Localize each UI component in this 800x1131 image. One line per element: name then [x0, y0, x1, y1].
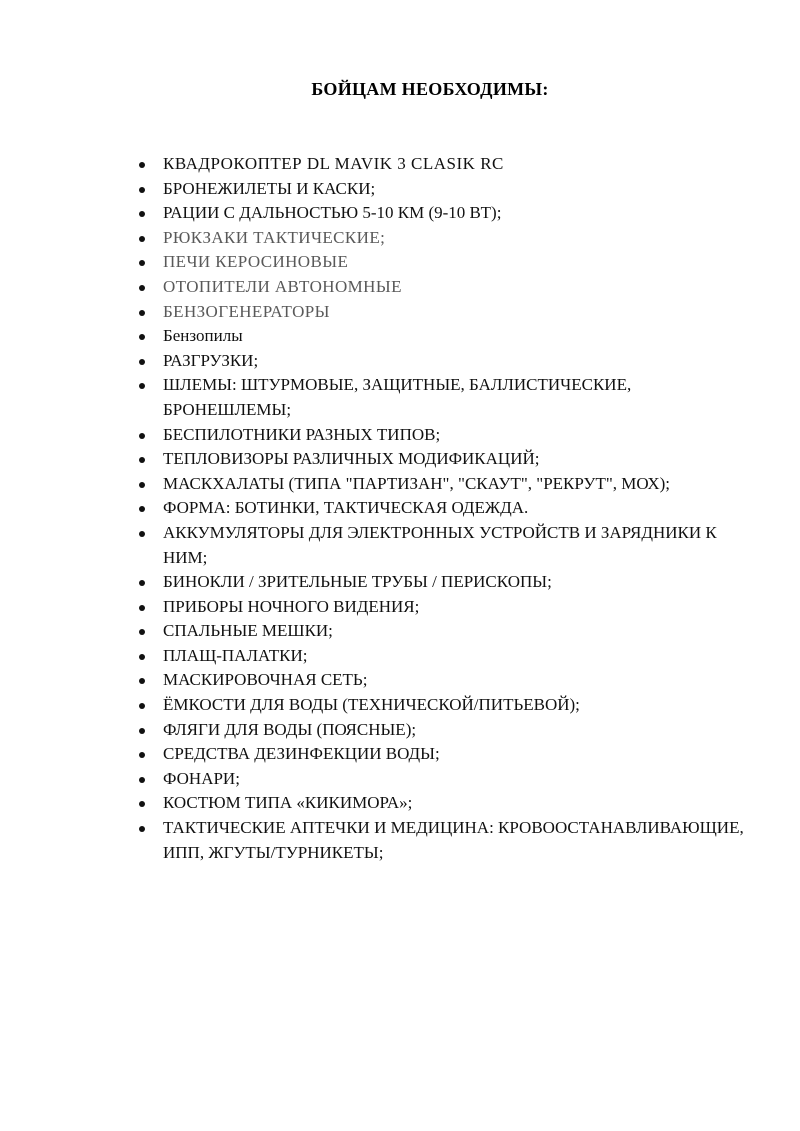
list-item	[136, 275, 756, 300]
list-item-text: ТАКТИЧЕСКИЕ АПТЕЧКИ И МЕДИЦИНА: КРОВООСТАНАВЛИВАЮЩИЕ, ИПП, ЖГУТЫ/ТУРНИКЕТЫ;	[163, 818, 744, 862]
list-item-text: БЕСПИЛОТНИКИ РАЗНЫХ ТИПОВ;	[163, 424, 441, 444]
list-item	[136, 226, 756, 251]
list-item-text: СПАЛЬНЫЕ МЕШКИ;	[163, 621, 333, 641]
list-item-text: ШЛЕМЫ: ШТУРМОВЫЕ, ЗАЩИТНЫЕ, БАЛЛИСТИЧЕСКИЕ, БРОНЕШЛЕМЫ;	[163, 375, 632, 419]
list-item-text: РАЦИИ С ДАЛЬНОСТЬЮ 5-10 КМ (9-10 ВТ);	[163, 203, 502, 223]
list-item	[136, 767, 756, 792]
list-item-text: РЮКЗАКИ ТАКТИЧЕСКИЕ;	[163, 227, 386, 247]
list-item-text: ТЕПЛОВИЗОРЫ РАЗЛИЧНЫХ МОДИФИКАЦИЙ;	[163, 449, 540, 469]
list-item-text: ФЛЯГИ ДЛЯ ВОДЫ (ПОЯСНЫЕ);	[163, 719, 417, 739]
bullet-icon	[139, 506, 145, 512]
list-item-text: МАСКХАЛАТЫ (ТИПА "ПАРТИЗАН", "СКАУТ", "РЕКРУТ", МОХ);	[163, 473, 670, 493]
list-item	[136, 373, 756, 422]
bullet-icon	[139, 285, 145, 291]
list-item	[136, 619, 756, 644]
bullet-icon	[139, 531, 145, 537]
list-item-text: ПРИБОРЫ НОЧНОГО ВИДЕНИЯ;	[163, 596, 420, 616]
bullet-icon	[139, 703, 145, 709]
list-item	[136, 472, 756, 497]
list-item-text: Бензопилы	[163, 326, 243, 346]
list-item	[136, 447, 756, 472]
list-item-text: РАЗГРУЗКИ;	[163, 350, 259, 370]
list-item-text: МАСКИРОВОЧНАЯ СЕТЬ;	[163, 670, 368, 690]
bullet-icon	[139, 777, 145, 783]
bullet-icon	[139, 801, 145, 807]
bullet-icon	[139, 236, 145, 242]
list-item	[136, 300, 756, 325]
list-item	[136, 742, 756, 767]
bullet-icon	[139, 580, 145, 586]
list-item-text: ПЛАЩ-ПАЛАТКИ;	[163, 645, 308, 665]
bullet-icon	[139, 433, 145, 439]
list-item	[136, 324, 756, 349]
page-title: БОЙЦАМ НЕОБХОДИМЫ:	[311, 79, 549, 99]
bullet-icon	[139, 187, 145, 193]
bullet-icon	[139, 334, 145, 340]
bullet-icon	[139, 728, 145, 734]
bullet-icon	[139, 654, 145, 660]
list-item	[136, 201, 756, 226]
list-item	[136, 595, 756, 620]
list-item	[136, 718, 756, 743]
bullet-icon	[139, 678, 145, 684]
bullet-icon	[139, 162, 145, 168]
bullet-icon	[139, 310, 145, 316]
list-item-text: БЕНЗОГЕНЕРАТОРЫ	[163, 301, 330, 321]
list-item	[136, 644, 756, 669]
list-item	[136, 496, 756, 521]
bullet-icon	[139, 211, 145, 217]
list-item	[136, 791, 756, 816]
bullet-icon	[139, 629, 145, 635]
list-item	[136, 668, 756, 693]
bullet-icon	[139, 752, 145, 758]
list-item-text: ЁМКОСТИ ДЛЯ ВОДЫ (ТЕХНИЧЕСКОЙ/ПИТЬЕВОЙ);	[163, 695, 580, 715]
list-item-text: АККУМУЛЯТОРЫ ДЛЯ ЭЛЕКТРОННЫХ УСТРОЙСТВ И ЗАРЯДНИКИ К НИМ;	[163, 522, 717, 567]
list-item	[136, 423, 756, 448]
bullet-icon	[139, 457, 145, 463]
list-item-text: ФОНАРИ;	[163, 768, 240, 788]
bullet-icon	[139, 359, 145, 365]
bullet-icon	[139, 383, 145, 389]
list-item	[136, 177, 756, 202]
list-item	[136, 521, 756, 570]
list-item-text: КОСТЮМ ТИПА «КИКИМОРА»;	[163, 793, 413, 813]
list-item	[136, 250, 756, 275]
list-item-text: ОТОПИТЕЛИ АВТОНОМНЫЕ	[163, 276, 402, 296]
bullet-icon	[139, 260, 145, 266]
bullet-icon	[139, 605, 145, 611]
list-item	[136, 152, 756, 177]
needs-list	[136, 152, 756, 865]
list-item	[136, 816, 756, 865]
list-item-text: ПЕЧИ КЕРОСИНОВЫЕ	[163, 252, 349, 272]
list-item-text: СРЕДСТВА ДЕЗИНФЕКЦИИ ВОДЫ;	[163, 744, 440, 764]
list-item-text: ФОРМА: БОТИНКИ, ТАКТИЧЕСКАЯ ОДЕЖДА.	[163, 498, 529, 518]
list-item	[136, 693, 756, 718]
list-item	[136, 570, 756, 595]
list-item-text: БИНОКЛИ / ЗРИТЕЛЬНЫЕ ТРУБЫ / ПЕРИСКОПЫ;	[163, 572, 552, 592]
bullet-icon	[139, 826, 145, 832]
bullet-icon	[139, 482, 145, 488]
list-item-text: КВАДРОКОПТЕР DL MAVIK 3 CLASIK RC	[163, 154, 504, 173]
list-item-text: БРОНЕЖИЛЕТЫ И КАСКИ;	[163, 178, 376, 198]
list-item	[136, 349, 756, 374]
